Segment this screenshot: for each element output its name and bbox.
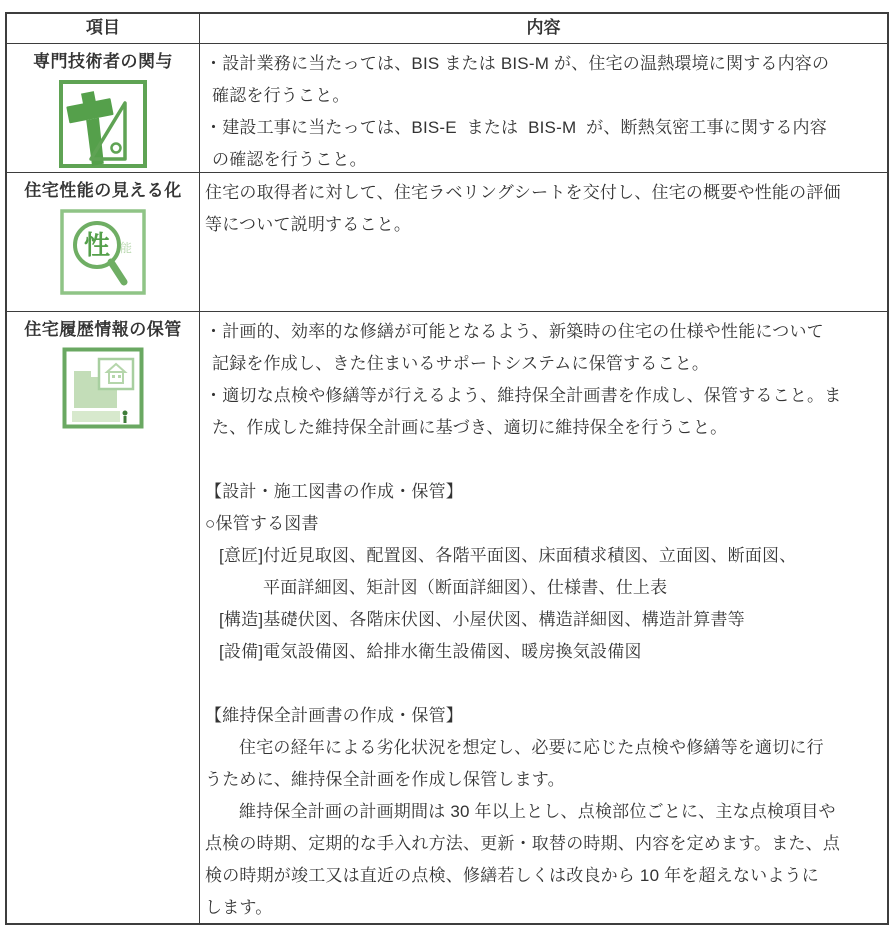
row-label: 住宅性能の見える化 <box>24 181 182 200</box>
row-label: 専門技術者の関与 <box>33 52 173 71</box>
performance-magnifier-icon <box>7 208 199 296</box>
text-line: ○保管する図書 <box>205 514 319 533</box>
table-row <box>7 43 887 172</box>
hammer-and-set-square-icon <box>7 79 199 169</box>
text-line: 等について説明すること。 <box>205 215 412 234</box>
row-content <box>200 44 887 172</box>
header-item-cell: 項目 <box>7 14 200 43</box>
table-row <box>7 172 887 311</box>
document-table <box>5 12 889 925</box>
text-line: 住宅の取得者に対して、住宅ラベリングシートを交付し、住宅の概要や性能の評価 <box>205 183 841 202</box>
text-line: ・適切な点検や修繕等が行えるよう、維持保全計画書を作成し、保管すること。ま <box>205 386 842 405</box>
magnifier-main-char: 性 <box>83 230 111 260</box>
row-item-cell <box>7 44 200 172</box>
text-line: [意匠]付近見取図、配置図、各階平面図、床面積求積図、立面図、断面図、 <box>219 546 797 565</box>
text-line <box>205 668 881 700</box>
text-line: 記録を作成し、きた住まいるサポートシステムに保管すること。 <box>212 354 710 373</box>
header-content-cell: 内容 <box>526 18 561 37</box>
text-line: [設備]電気設備図、給排水衛生設備図、暖房換気設備図 <box>219 642 642 661</box>
text-line: ・建設工事に当たっては、BIS-E または BIS-M が、断熱気密工事に関する内容 <box>205 118 827 137</box>
text-line: 維持保全計画の計画期間は 30 年以上とし、点検部位ごとに、主な点検項目や <box>239 802 836 821</box>
text-line: 【維持保全計画書の作成・保管】 <box>205 706 463 725</box>
text-line: ・計画的、効率的な修繕が可能となるよう、新築時の住宅の仕様や性能について <box>205 322 824 341</box>
table-header-row <box>7 14 887 43</box>
text-line: します。 <box>205 898 273 917</box>
table-row <box>7 311 887 923</box>
text-line: 点検の時期、定期的な手入れ方法、更新・取替の時期、内容を定めます。また、点 <box>205 834 841 853</box>
text-line: うために、維持保全計画を作成し保管します。 <box>205 770 565 789</box>
row-content <box>200 173 887 311</box>
row-content <box>200 312 887 923</box>
text-line: 【設計・施工図書の作成・保管】 <box>205 482 463 501</box>
text-line <box>205 444 881 476</box>
row-label: 住宅履歴情報の保管 <box>24 320 182 339</box>
text-line: 平面詳細図、矩計図（断面詳細図）、仕様書、仕上表 <box>263 578 668 597</box>
row-item-cell <box>7 173 200 311</box>
magnifier-sub-char: 能 <box>119 241 133 255</box>
text-line: 確認を行うこと。 <box>212 86 350 105</box>
housing-record-folder-icon <box>7 347 199 429</box>
text-line: ・設計業務に当たっては、BIS または BIS-M が、住宅の温熱環境に関する内容の <box>205 54 830 73</box>
text-line: 検の時期が竣工又は直近の点検、修繕若しくは改良から 10 年を超えないように <box>205 866 819 885</box>
text-line: た、作成した維持保全計画に基づき、適切に維持保全を行うこと。 <box>212 418 728 437</box>
text-line: [構造]基礎伏図、各階床伏図、小屋伏図、構造詳細図、構造計算書等 <box>219 610 745 629</box>
row-item-cell <box>7 312 200 923</box>
text-line: の確認を行うこと。 <box>212 150 367 169</box>
text-line: 住宅の経年による劣化状況を想定し、必要に応じた点検や修繕等を適切に行 <box>239 738 824 757</box>
